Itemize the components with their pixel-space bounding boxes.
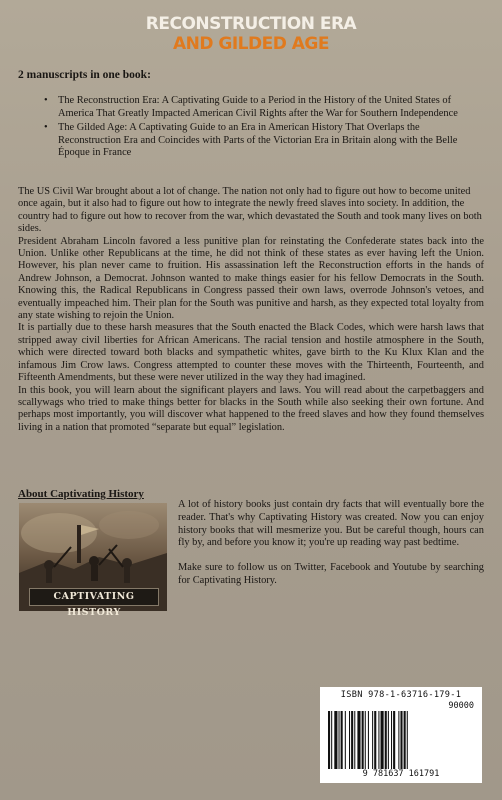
book-title: [0, 14, 502, 54]
isbn-barcode: [320, 687, 482, 783]
manuscripts-list: [44, 95, 464, 162]
captivating-history-logo: [19, 503, 167, 618]
logo-text: CAPTIVATING HISTORY: [29, 588, 159, 606]
price-code: 90000: [448, 701, 474, 711]
description-paragraph: The US Civil War brought about a lot of change. The nation not only had to figure out how to become united once again, but it also had to figure out how to integrate the newly freed slaves into society. In addition, the country had to figure out how to recover from the war, which devastated the South and took many lives on both sides.: [18, 186, 482, 235]
title-line-2: AND GILDED AGE: [172, 34, 329, 54]
book-description: [18, 186, 484, 434]
about-paragraph: Make sure to follow us on Twitter, Facebook and Youtube by searching for Captivating History.: [178, 562, 484, 586]
isbn-text: ISBN 978-1-63716-179-1: [340, 690, 462, 700]
manuscript-item: • The Reconstruction Era: A Captivating Guide to a Period in the History of the United States of America That Greatly Impacted American Civil Rights after the War for Southern Independence: [44, 95, 464, 120]
manuscript-item: • The Gilded Age: A Captivating Guide to an Era in American History That Overlaps the Reconstruction Era and Coincides with Parts of the Victorian Era in Britain along with the Belle Époque in France: [44, 122, 464, 160]
about-heading: About Captivating History: [18, 488, 144, 500]
title-line-1: RECONSTRUCTION ERA: [145, 14, 357, 34]
barcode-digits: 9 781637 161791: [362, 769, 440, 779]
manuscripts-heading: 2 manuscripts in one book:: [18, 69, 151, 81]
description-paragraph: It is partially due to these harsh measures that the South enacted the Black Codes, which were harsh laws that stripped away civil liberties for African Americans. The racial tension and hostile atmosphere in the South, which were directed toward both blacks and sympathetic whites, gave birth to the Ku Klux Klan and the infamous Jim Crow laws. Congress attempted to counter these moves with the Thirteenth, Fourteenth, and Fifteenth Amendments, but these were never utilized in the way they had imagined.: [18, 322, 484, 384]
description-paragraph: In this book, you will learn about the significant players and laws. You will read about the carpetbaggers and scallywags who tried to make things better for blacks in the South while also seeking their own fortune. And perhaps most importantly, you will discover what happened to the freed slaves and how they found themselves living in a nation that promoted “separate but equal” legislation.: [18, 384, 484, 433]
about-paragraph: A lot of history books just contain dry facts that will eventually bore the reader. That's why Captivating History was created. Now you can enjoy history books that will mesmerize you. But be careful though, hours can fly by, and before you know it; you're up reading way past bedtime.: [178, 499, 484, 549]
barcode-bars: [326, 711, 476, 769]
about-text: [178, 499, 484, 600]
description-paragraph: President Abraham Lincoln favored a less punitive plan for reinstating the Confederate states back into the Union. Unlike other Republicans at the time, he did not think of these states as ever having left the Union. However, his plan never came to fruition. His assassination left the Reconstruction efforts in the hands of Andrew Johnson, a Democrat. Johnson wanted to make things easier for his fellow Democrats in the South. Knowing this, the Radical Republicans in Congress passed their own laws, overrode Johnson's vetoes, and eventually impeached him. Their plan for the South was punitive and harsh, as they expected total loyalty from any state wishing to rejoin the Union.: [18, 235, 484, 322]
